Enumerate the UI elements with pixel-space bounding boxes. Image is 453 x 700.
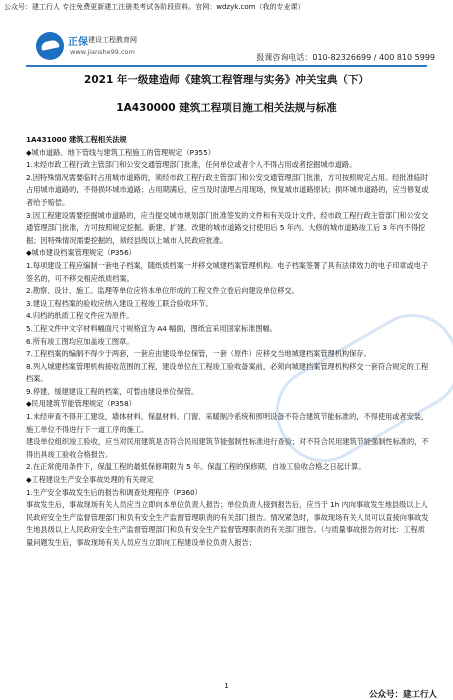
logo-subtitle: 建设工程教育网 [88, 36, 137, 44]
paragraph: 3.因工程建设需要挖掘城市道路的，应当提交城市规划部门批准签发的文件和有关设计文件，经市政工程行政主管部门和公安交通管理部门批准，方可按照规定挖掘。新建、扩建、改建的城市道路交付使用后 5 年内、大修的城市道路竣工后 3 年内不得挖掘；因特殊情况需要挖掘的，须经县级以上城市人民政府批准。 [26, 210, 429, 245]
paragraph: 9.停建、缓建建设工程的档案，可暂由建设单位保管。 [26, 386, 199, 396]
paragraph: 2.勘察、设计、施工、监理等单位应将本单位形成的工程文件立卷后向建设单位移交。 [26, 286, 299, 296]
paragraph: 1.未经市政工程行政主管部门和公安交通管理部门批准，任何单位或者个人不得占用或者挖掘城市道路。 [26, 160, 357, 170]
doc-body [26, 134, 430, 550]
paragraph: 事故发生后，事故现场有关人员应当立即向本单位负责人报告；单位负责人接到报告后，应当于 1h 内向事故发生地县级以上人民政府安全生产监督管理部门和负有安全生产监督管理职责的有关部门报告。情况紧急时，事故现场有关人员可以直接向事故发生地县级以上人民政府安全生产监督管理部门和负有安全生产监督管理职责的有关部门报告。（与质量事故报告的对比：工程质量问题发生后，事故现场有关人员应当立即向工程建设单位负责人报告； [26, 500, 429, 547]
doc-subtitle: 1A430000 建筑工程项目施工相关法规与标准 [116, 102, 337, 114]
header-top-line: 公众号：建工行人 专注免费更新建工注册类考试各阶段资料。官网：wdzyk.com（我的专业课） [4, 3, 305, 11]
section-heading: 1A431000 建筑工程相关法规 [26, 135, 127, 144]
paragraph: 1.生产安全事故发生后的报告和调查处理程序（P360） [26, 487, 202, 497]
bullet-heading: ◆工程建设生产安全事故处理的有关规定 [26, 475, 154, 485]
paragraph: 1.未经审查不得开工建设，墙体材料、保温材料、门窗、采暖制冷系统和照明设备不符合建筑节能标准的，不得使用或者安装，施工单位不得进行下一道工序的施工。 [26, 412, 429, 434]
logo-url: www.jianshe99.com [70, 48, 135, 56]
paragraph: 6.所有竣工图均应加盖竣工图章。 [26, 336, 134, 346]
paragraph: 2.在正常使用条件下，保温工程的最低保修期限为 5 年。保温工程的保修期，自竣工验收合格之日起计算。 [26, 462, 366, 472]
paragraph: 3.建设工程档案的验收应纳入建设工程竣工联合验收环节。 [26, 298, 213, 308]
paragraph: 7.工程档案的编制不得少于两套，一套应由建设单位保管，一套（原件）应移交当地城建档案管理机构保存。 [26, 349, 371, 359]
page-number: 1 [224, 682, 229, 690]
bullet-heading: ◆民用建筑节能管理规定（P358） [26, 399, 136, 409]
footer-text: 公众号：建工行人 [368, 690, 437, 700]
paragraph: 4.归档的纸质工程文件应为原件。 [26, 311, 134, 321]
bullet-heading: ◆城市建设档案管理规定（P356） [26, 248, 136, 258]
paragraph: 8.列入城建档案管理机构接收范围的工程，建设单位在工程竣工验收备案前，必须向城建档案管理机构移交一套符合规定的工程档案。 [26, 361, 429, 384]
header-divider [26, 65, 427, 67]
paragraph: 1.每项建设工程应编制一套电子档案，随纸质档案一并移交城建档案管理机构。电子档案签署了具有法律效力的电子印章或电子签名的，可不移交相应纸质档案。 [26, 260, 429, 283]
doc-title: 2021 年一级建造师《建筑工程管理与实务》冲关宝典（下） [84, 74, 369, 86]
bullet-heading: ◆城市道路、地下管线与建筑工程施工的管理规定（P355） [26, 147, 215, 157]
paragraph: 建设单位组织竣工验收，应当对民用建筑是否符合民用建筑节能强制性标准进行查验；对不符合民用建筑节能强制性标准的，不得出具竣工验收合格报告。 [26, 437, 429, 459]
hotline: 报课咨询电话：010-82326699 / 400 810 5999 [256, 53, 435, 62]
paragraph: 5.工程文件中文字材料幅面尺寸规格宜为 A4 幅面，图纸宜采用国家标准图幅。 [26, 323, 277, 333]
logo-icon [36, 32, 64, 60]
paragraph: 2.因特殊情况需要临时占用城市道路的，须经市政工程行政主管部门和公安交通管理部门批准，方可按照规定占用。经批准临时占用城市道路的，不得损坏城市道路；占用期满后，应当及时清理占用现场，恢复城市道路原状；损坏城市道路的，应当修复或者给予赔偿。 [26, 172, 429, 207]
logo-cn: 正保 [68, 37, 88, 48]
brand-logo [36, 30, 206, 66]
